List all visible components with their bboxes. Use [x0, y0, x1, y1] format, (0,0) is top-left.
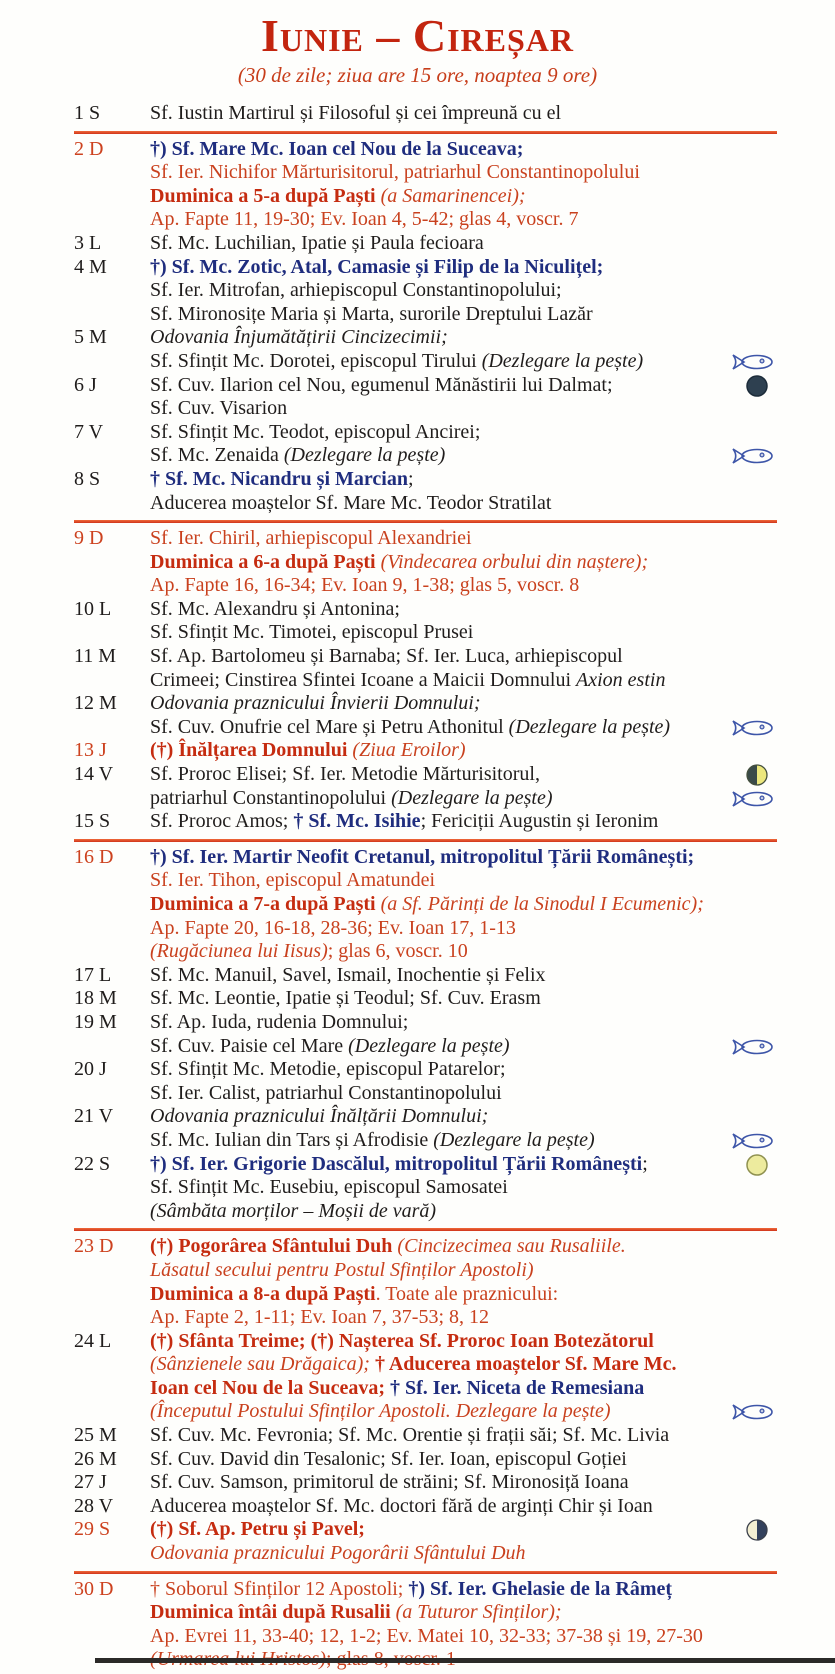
text-segment: Ap. Evrei 11, 33-40; 12, 1-2; Ev. Matei 10, 32-33; 37-38 și 19, 27-30: [150, 1624, 703, 1647]
day-entry: [74, 1495, 777, 1519]
day-entry: [74, 256, 777, 327]
text-segment: Sf. Sfințit Mc. Timotei, episcopul Prusei: [150, 621, 474, 644]
text-segment: (†) Sfânta Treime; (†) Nașterea Sf. Proroc Ioan Botezătorul: [150, 1329, 654, 1352]
text-segment: Sf. Ap. Bartolomeu și Barnaba; Sf. Ier. Luca, arhiepiscopul: [150, 645, 623, 668]
day-line: [150, 1259, 777, 1283]
day-lines: [150, 102, 777, 126]
day-entry: [74, 1153, 777, 1224]
text-segment: †) Sf. Ier. Martir Neofit Cretanul, mitropolitul Țării Românești;: [150, 845, 695, 868]
text-segment: (Dezlegare la pește): [348, 1034, 510, 1057]
text-segment: Sf. Iustin Martirul și Filosoful și cei împreună cu el: [150, 102, 562, 124]
text-segment: †) Sf. Ier. Grigorie Dascălul, mitropolitul Țării Românești: [150, 1152, 643, 1175]
text-segment: Sf. Ier. Calist, patriarhul Constantinopolului: [150, 1081, 502, 1104]
day-line: [150, 279, 777, 303]
day-lines: [150, 1518, 777, 1565]
day-label: 5 M: [74, 326, 107, 349]
text-segment: Crimeei; Cinstirea Sfintei Icoane a Maicii Domnului: [150, 668, 577, 691]
text-segment: (Sânzienele sau Drăgaica);: [150, 1353, 375, 1376]
day-entry: [74, 846, 777, 964]
day-label: 8 S: [74, 467, 101, 490]
day-line: [150, 621, 777, 645]
day-lines: [150, 1330, 777, 1424]
text-segment: (Vindecarea orbului din naștere);: [380, 550, 649, 573]
day-line: [150, 256, 777, 280]
day-entry: [74, 1058, 777, 1105]
day-list: [0, 88, 835, 1672]
text-segment: ;: [407, 467, 414, 490]
day-label: 11 M: [74, 645, 117, 668]
day-line: [150, 1424, 777, 1448]
day-line: [150, 527, 777, 551]
day-line: [150, 810, 777, 834]
day-lines: [150, 763, 777, 810]
day-entry: [74, 102, 777, 126]
day-lines: [150, 232, 777, 256]
day-entry: [74, 326, 777, 373]
day-entry: [74, 527, 777, 598]
day-line: [150, 940, 777, 964]
day-label: 13 J: [74, 739, 107, 762]
day-line: [150, 893, 777, 917]
day-line: [150, 1058, 777, 1082]
day-lines: [150, 739, 777, 763]
day-lines: [150, 1153, 777, 1224]
day-lines: [150, 138, 777, 232]
text-segment: Sf. Cuv. David din Tesalonic; Sf. Ier. Ioan, episcopul Goției: [150, 1447, 627, 1470]
day-lines: [150, 1495, 777, 1519]
day-line: [150, 917, 777, 941]
text-segment: ;: [642, 1152, 648, 1175]
day-line: [150, 468, 777, 492]
day-label: 28 V: [74, 1494, 114, 1517]
day-line: [150, 1235, 777, 1259]
day-entry: [74, 1235, 777, 1329]
day-lines: [150, 256, 777, 327]
day-lines: [150, 326, 777, 373]
day-entry: [74, 1471, 777, 1495]
day-lines: [150, 1235, 777, 1329]
text-segment: (†) Pogorârea Sfântului Duh: [150, 1235, 398, 1258]
day-line: [150, 1330, 777, 1354]
day-label: 1 S: [74, 102, 101, 124]
text-segment: Lăsatul secului pentru Postul Sfinților Apostoli): [150, 1258, 534, 1281]
day-line: [150, 1176, 777, 1200]
text-segment: Duminica a 5-a după Paști: [150, 184, 381, 207]
day-entry: [74, 1011, 777, 1058]
day-label: 17 L: [74, 963, 112, 986]
day-entry: [74, 598, 777, 645]
day-entry: [74, 374, 777, 421]
day-line: [150, 1105, 777, 1129]
day-line: [150, 574, 777, 598]
text-segment: Sf. Cuv. Mc. Fevronia; Sf. Mc. Orentie și frații săi; Sf. Mc. Livia: [150, 1424, 670, 1447]
day-label: 12 M: [74, 692, 117, 715]
day-lines: [150, 374, 777, 421]
day-line: [150, 232, 777, 256]
day-line: [150, 350, 777, 374]
day-label: 22 S: [74, 1152, 111, 1175]
day-line: [150, 1082, 777, 1106]
text-segment: Sf. Cuv. Ilarion cel Nou, egumenul Mănăstirii lui Dalmat;: [150, 373, 613, 396]
text-segment: (Dezlegare la pește): [481, 349, 644, 372]
text-segment: Sf. Cuv. Paisie cel Mare: [150, 1034, 349, 1057]
text-segment: †) Sf. Mare Mc. Ioan cel Nou de la Suceava;: [150, 137, 524, 160]
text-segment: Aducerea moaștelor Sf. Mare Mc. Teodor Stratilat: [150, 491, 552, 514]
text-segment: (a Tuturor Sfinților);: [395, 1601, 562, 1624]
day-lines: [150, 964, 777, 988]
day-lines: [150, 1424, 777, 1448]
text-segment: Sf. Mc. Leontie, Ipatie și Teodul; Sf. Cuv. Erasm: [150, 987, 541, 1010]
day-line: [150, 1495, 777, 1519]
day-line: [150, 1353, 777, 1377]
day-label: 21 V: [74, 1105, 114, 1128]
text-segment: Ap. Fapte 2, 1-11; Ev. Ioan 7, 37-53; 8, 12: [150, 1306, 490, 1329]
day-line: [150, 763, 777, 787]
day-entry: [74, 468, 777, 515]
day-line: [150, 1129, 777, 1153]
day-entry: [74, 232, 777, 256]
text-segment: † Sf. Mc. Isihie: [293, 810, 421, 833]
day-label: 24 L: [74, 1329, 112, 1352]
text-segment: Sf. Cuv. Onufrie cel Mare și Petru Athonitul: [150, 715, 509, 738]
text-segment: Odovania praznicului Înălțării Domnului;: [150, 1105, 489, 1128]
day-line: [150, 1400, 777, 1424]
day-line: [150, 1306, 777, 1330]
text-segment: (†) Înălțarea Domnului: [150, 739, 353, 762]
day-label: 26 M: [74, 1447, 117, 1470]
text-segment: Sf. Mc. Iulian din Tars și Afrodisie: [150, 1128, 434, 1151]
text-segment: ; glas 6, voscr. 10: [327, 940, 468, 963]
day-lines: [150, 810, 777, 834]
section-separator: [74, 131, 777, 134]
day-line: [150, 1601, 777, 1625]
text-segment: Sf. Ier. Nichifor Mărturisitorul, patriarhul Constantinopolului: [150, 161, 640, 184]
day-entry: [74, 1105, 777, 1152]
day-label: 18 M: [74, 987, 117, 1010]
day-label: 6 J: [74, 373, 97, 396]
day-line: [150, 1471, 777, 1495]
day-line: [150, 716, 777, 740]
day-label: 14 V: [74, 763, 114, 786]
page-header: [0, 0, 835, 88]
day-line: [150, 1625, 777, 1649]
day-line: [150, 987, 777, 1011]
text-segment: † Aducerea moaștelor Sf. Mare Mc.: [374, 1353, 677, 1376]
text-segment: Aducerea moaștelor Sf. Mc. doctori fără de arginți Chir și Ioan: [150, 1494, 653, 1517]
text-segment: Sf. Mironosițe Maria și Marta, surorile Dreptului Lazăr: [150, 302, 593, 325]
day-label: 9 D: [74, 527, 104, 550]
text-segment: (†) Sf. Ap. Petru și Pavel;: [150, 1518, 365, 1541]
text-segment: Odovania praznicului Pogorârii Sfântului Duh: [150, 1542, 526, 1565]
text-segment: Sf. Sfințit Mc. Eusebiu, episcopul Samosatei: [150, 1176, 508, 1199]
day-lines: [150, 421, 777, 468]
day-label: 3 L: [74, 231, 102, 254]
day-label: 27 J: [74, 1471, 107, 1494]
day-line: [150, 1578, 777, 1602]
day-label: 19 M: [74, 1010, 117, 1033]
text-segment: Sf. Ier. Chiril, arhiepiscopul Alexandriei: [150, 527, 472, 550]
day-label: 4 M: [74, 255, 107, 278]
text-segment: (Dezlegare la pește): [283, 444, 446, 467]
text-segment: Duminica a 6-a după Paști: [150, 550, 381, 573]
day-lines: [150, 846, 777, 964]
text-segment: (Dezlegare la pește): [391, 786, 553, 809]
day-line: [150, 846, 777, 870]
day-entry: [74, 692, 777, 739]
text-segment: †) Sf. Ier. Ghelasie de la Râmeț: [408, 1577, 673, 1600]
text-segment: Sf. Sfințit Mc. Metodie, episcopul Patarelor;: [150, 1058, 506, 1081]
section-separator: [74, 839, 777, 842]
day-lines: [150, 1448, 777, 1472]
day-lines: [150, 468, 777, 515]
day-line: [150, 669, 777, 693]
day-entry: [74, 1448, 777, 1472]
text-segment: Duminica a 8-a după Paști: [150, 1282, 376, 1305]
text-segment: Sf. Sfințit Mc. Dorotei, episcopul Tirului: [150, 349, 482, 372]
day-line: [150, 1011, 777, 1035]
day-line: [150, 185, 777, 209]
day-label: 23 D: [74, 1235, 114, 1258]
day-line: [150, 1153, 777, 1177]
text-segment: Sf. Mc. Alexandru și Antonina;: [150, 597, 400, 620]
text-segment: ; Fericiții Augustin și Ieronim: [420, 810, 659, 833]
day-line: [150, 869, 777, 893]
month-title: Iunie – Cireșar: [260, 10, 575, 61]
day-line: [150, 598, 777, 622]
day-entry: [74, 1424, 777, 1448]
text-segment: Sf. Cuv. Visarion: [150, 397, 288, 420]
day-label: 10 L: [74, 597, 112, 620]
day-entry: [74, 1518, 777, 1565]
text-segment: Ap. Fapte 20, 16-18, 28-36; Ev. Ioan 17, 1-13: [150, 916, 516, 939]
day-line: [150, 1542, 777, 1566]
text-segment: (Sâmbăta morților – Moșii de vară): [150, 1199, 437, 1222]
text-segment: (Rugăciunea lui Iisus): [150, 940, 328, 963]
text-segment: (Dezlegare la pește): [433, 1128, 595, 1151]
text-segment: † Sf. Ier. Niceta de Remesiana: [390, 1376, 645, 1399]
text-segment: Sf. Ap. Iuda, rudenia Domnului;: [150, 1010, 409, 1033]
section-separator: [74, 1228, 777, 1231]
text-segment: Ap. Fapte 11, 19-30; Ev. Ioan 4, 5-42; glas 4, voscr. 7: [150, 208, 579, 231]
text-segment: Odovania praznicului Învierii Domnului;: [150, 692, 481, 715]
text-segment: Sf. Mc. Manuil, Savel, Ismail, Inochentie și Felix: [150, 963, 546, 986]
text-segment: Ap. Fapte 16, 16-34; Ev. Ioan 9, 1-38; glas 5, voscr. 8: [150, 574, 580, 597]
day-line: [150, 1283, 777, 1307]
day-line: [150, 374, 777, 398]
day-line: [150, 551, 777, 575]
text-segment: (Începutul Postului Sfinților Apostoli. Dezlegare la pește): [150, 1400, 611, 1423]
day-lines: [150, 527, 777, 598]
day-entry: [74, 739, 777, 763]
day-entry: [74, 645, 777, 692]
day-line: [150, 1377, 777, 1401]
day-line: [150, 208, 777, 232]
page-bottom-edge: [95, 1658, 835, 1663]
text-segment: Sf. Sfințit Mc. Teodot, episcopul Ancirei;: [150, 420, 481, 443]
day-label: 29 S: [74, 1518, 111, 1541]
text-segment: Axion estin: [576, 668, 666, 691]
day-entry: [74, 763, 777, 810]
text-segment: (Dezlegare la pește): [508, 715, 671, 738]
day-entry: [74, 138, 777, 232]
text-segment: (a Sf. Părinți de la Sinodul I Ecumenic);: [380, 893, 704, 915]
day-lines: [150, 1471, 777, 1495]
day-line: [150, 397, 777, 421]
day-entry: [74, 810, 777, 834]
section-separator: [74, 520, 777, 523]
day-lines: [150, 1105, 777, 1152]
text-segment: Duminica întâi după Rusalii: [150, 1601, 396, 1624]
day-label: 16 D: [74, 845, 114, 868]
text-segment: †) Sf. Mc. Zotic, Atal, Camasie și Filip de la Niculițel;: [150, 255, 604, 278]
day-line: [150, 444, 777, 468]
text-segment: Sf. Ier. Mitrofan, arhiepiscopul Constantinopolului;: [150, 279, 562, 302]
day-line: [150, 1448, 777, 1472]
text-segment: (Cincizecimea sau Rusaliile.: [397, 1235, 626, 1258]
day-line: [150, 1200, 777, 1224]
day-line: [150, 102, 777, 126]
text-segment: (a Samarinencei);: [380, 184, 526, 207]
text-segment: † Soborul Sfinților 12 Apostoli;: [150, 1577, 409, 1600]
text-segment: . Toate ale praznicului:: [375, 1282, 559, 1305]
text-segment: Duminica a 7-a după Paști: [150, 893, 381, 915]
day-line: [150, 692, 777, 716]
text-segment: Sf. Mc. Zenaida: [150, 444, 284, 467]
day-lines: [150, 987, 777, 1011]
day-line: [150, 303, 777, 327]
day-line: [150, 138, 777, 162]
day-line: [150, 326, 777, 350]
text-segment: Sf. Cuv. Samson, primitorul de străini; Sf. Mironosiță Ioana: [150, 1471, 629, 1494]
day-line: [150, 161, 777, 185]
day-line: [150, 1035, 777, 1059]
day-line: [150, 492, 777, 516]
text-segment: Sf. Proroc Elisei; Sf. Ier. Metodie Mărturisitorul,: [150, 763, 540, 786]
day-lines: [150, 645, 777, 692]
day-label: 20 J: [74, 1058, 107, 1081]
day-entry: [74, 421, 777, 468]
day-label: 7 V: [74, 420, 104, 443]
day-lines: [150, 692, 777, 739]
day-line: [150, 1518, 777, 1542]
text-segment: † Sf. Mc. Nicandru și Marcian: [150, 467, 408, 490]
text-segment: Sf. Proroc Amos;: [150, 810, 294, 833]
text-segment: Sf. Mc. Luchilian, Ipatie și Paula fecioara: [150, 231, 484, 254]
text-segment: (Ziua Eroilor): [352, 739, 466, 762]
text-segment: patriarhul Constantinopolului: [150, 786, 392, 809]
day-line: [150, 421, 777, 445]
text-segment: Odovania Înjumătățirii Cincizecimii;: [150, 326, 448, 349]
day-line: [150, 787, 777, 811]
day-lines: [150, 1011, 777, 1058]
section-separator: [74, 1571, 777, 1574]
day-label: 25 M: [74, 1424, 117, 1447]
day-lines: [150, 1058, 777, 1105]
month-subtitle: (30 de zile; ziua are 15 ore, noaptea 9 ore): [237, 63, 598, 87]
text-segment: Sf. Ier. Tihon, episcopul Amatundei: [150, 869, 435, 892]
day-label: 2 D: [74, 137, 104, 160]
day-label: 30 D: [74, 1577, 114, 1600]
day-line: [150, 645, 777, 669]
day-lines: [150, 598, 777, 645]
day-entry: [74, 964, 777, 988]
day-line: [150, 964, 777, 988]
day-entry: [74, 1330, 777, 1424]
day-entry: [74, 987, 777, 1011]
day-label: 15 S: [74, 810, 111, 833]
day-line: [150, 739, 777, 763]
text-segment: Ioan cel Nou de la Suceava;: [150, 1376, 390, 1399]
